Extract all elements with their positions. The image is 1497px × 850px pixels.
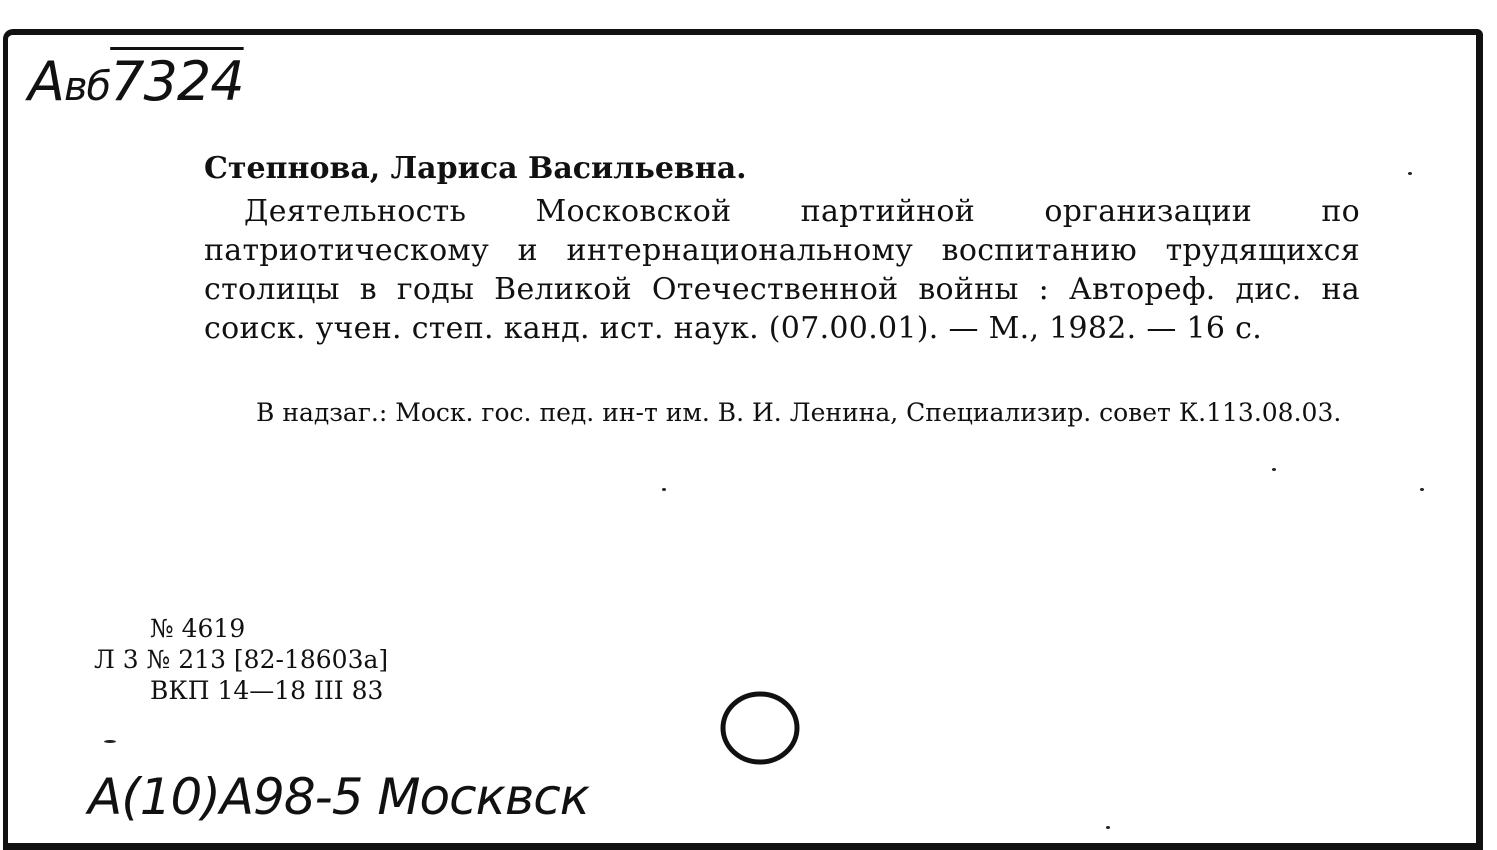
registry-line-2: Л 3 № 213 [82-18603а] — [94, 645, 389, 674]
registry-block — [94, 613, 388, 706]
speck-mark — [104, 740, 116, 743]
entry-author: Степнова, Лариса Васильевна. — [204, 151, 747, 186]
registry-line-3: ВКП 14—18 III 83 — [150, 676, 384, 705]
speck-mark — [1408, 172, 1412, 175]
registry-line-1: № 4619 — [150, 614, 246, 643]
shelf-code-middle: вб — [63, 64, 111, 110]
speck-mark — [1420, 488, 1424, 491]
speck-mark — [662, 488, 666, 491]
entry-note: В надзаг.: Моск. гос. пед. ин-т им. В. И. Ленина, Специализир. совет К.113.08.03. — [256, 398, 1342, 427]
shelf-code-prefix: А — [28, 50, 64, 113]
handwritten-classification: А(10)А98-5 Москвск — [88, 768, 589, 826]
speck-mark — [1272, 468, 1276, 471]
punch-hole-icon — [720, 688, 800, 768]
entry-title-imprint: Деятельность Московской партийной организации по патриотическому и интернациональному воспитанию трудящихся столицы в годы Великой Отечественной войны : Автореф. дис. на соиск. учен. степ. канд. ист. наук. (07.00.01). — М., 1982. — 16 с. — [204, 194, 1360, 346]
speck-mark — [1106, 826, 1110, 829]
handwritten-shelf-code — [28, 50, 244, 113]
shelf-code-number: 7324 — [110, 50, 244, 113]
